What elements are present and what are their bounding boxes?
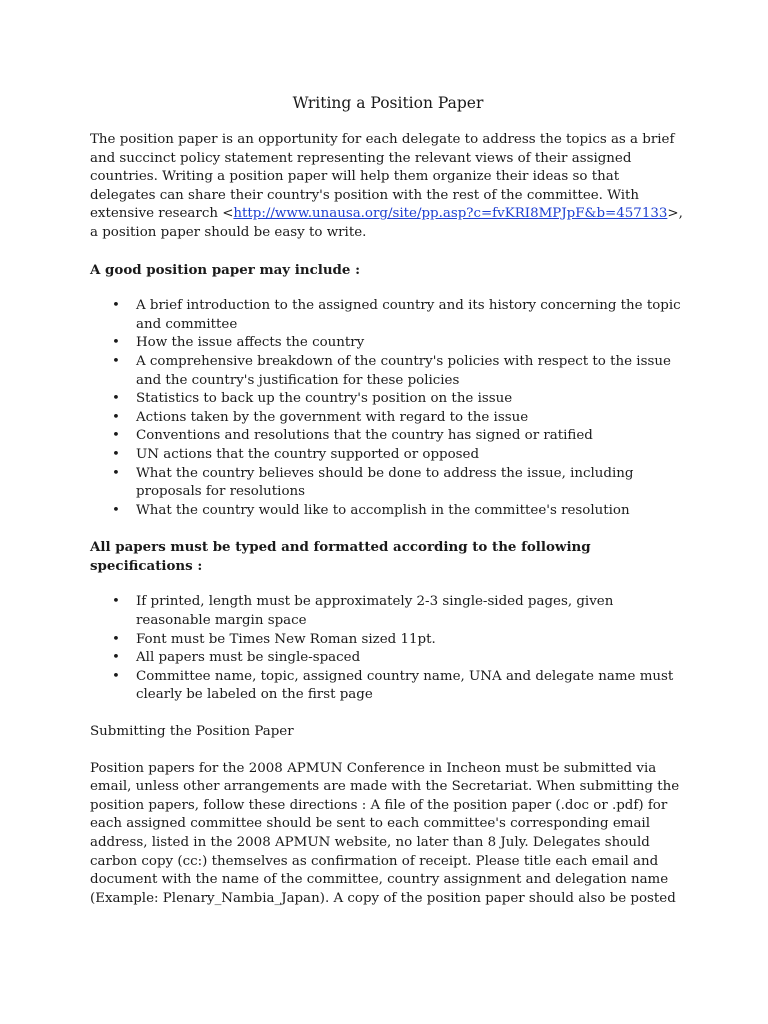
list-item: • What the country believes should be done to address the issue, including proposals for resolutions bbox=[136, 465, 686, 502]
list-item: • UN actions that the country supported or opposed bbox=[136, 446, 686, 465]
document-page bbox=[90, 92, 686, 926]
intro-text-after: >, a position paper should be easy to write. bbox=[90, 206, 683, 240]
intro-text-before: The position paper is an opportunity for each delegate to address the topics as a brief and succinct policy statement representing the relevant views of their assigned countries. Writing a position paper will help them organize their ideas so that delegates can share their country's position with the rest of the committee. With extensive research < bbox=[90, 132, 675, 222]
list-item: • Actions taken by the government with regard to the issue bbox=[136, 409, 686, 428]
research-link[interactable]: http://www.unausa.org/site/pp.asp?c=fvKRI8MPJpF&b=457133 bbox=[233, 206, 668, 222]
list-item: • Font must be Times New Roman sized 11pt. bbox=[136, 631, 686, 650]
include-list bbox=[90, 297, 686, 520]
list-item: • Committee name, topic, assigned country name, UNA and delegate name must clearly be labeled on the first page bbox=[136, 668, 686, 705]
list-item: • If printed, length must be approximately 2-3 single-sided pages, given reasonable margin space bbox=[136, 593, 686, 630]
include-heading: A good position paper may include : bbox=[90, 261, 361, 278]
page-title: Writing a Position Paper bbox=[292, 94, 484, 112]
format-heading: All papers must be typed and formatted according to the following specifications : bbox=[90, 539, 591, 574]
list-item: • What the country would like to accomplish in the committee's resolution bbox=[136, 502, 686, 521]
list-item: • Conventions and resolutions that the country has signed or ratified bbox=[136, 427, 686, 446]
list-item: • How the issue affects the country bbox=[136, 334, 686, 353]
list-item: • Statistics to back up the country's position on the issue bbox=[136, 390, 686, 409]
submit-paragraph: Position papers for the 2008 APMUN Conference in Incheon must be submitted via email, unless other arrangements are made with the Secretariat. When submitting the position papers, follow these directions : A file of the position paper (.doc or .pdf) for each assigned committee should be sent to each committee's corresponding email address, listed in the 2008 APMUN website, no later than 8 July. Delegates should carbon copy (cc:) themselves as confirmation of receipt. Please title each email and document with the name of the committee, country assignment and delegation name (Example: Plenary_Nambia_Japan). A copy of the position paper should also be posted bbox=[90, 760, 680, 906]
list-item: • All papers must be single-spaced bbox=[136, 649, 686, 668]
submit-heading: Submitting the Position Paper bbox=[90, 724, 294, 740]
format-list bbox=[90, 593, 686, 705]
list-item: • A brief introduction to the assigned country and its history concerning the topic and committee bbox=[136, 297, 686, 334]
list-item: • A comprehensive breakdown of the country's policies with respect to the issue and the country's justification for these policies bbox=[136, 353, 686, 390]
intro-paragraph bbox=[90, 131, 686, 243]
